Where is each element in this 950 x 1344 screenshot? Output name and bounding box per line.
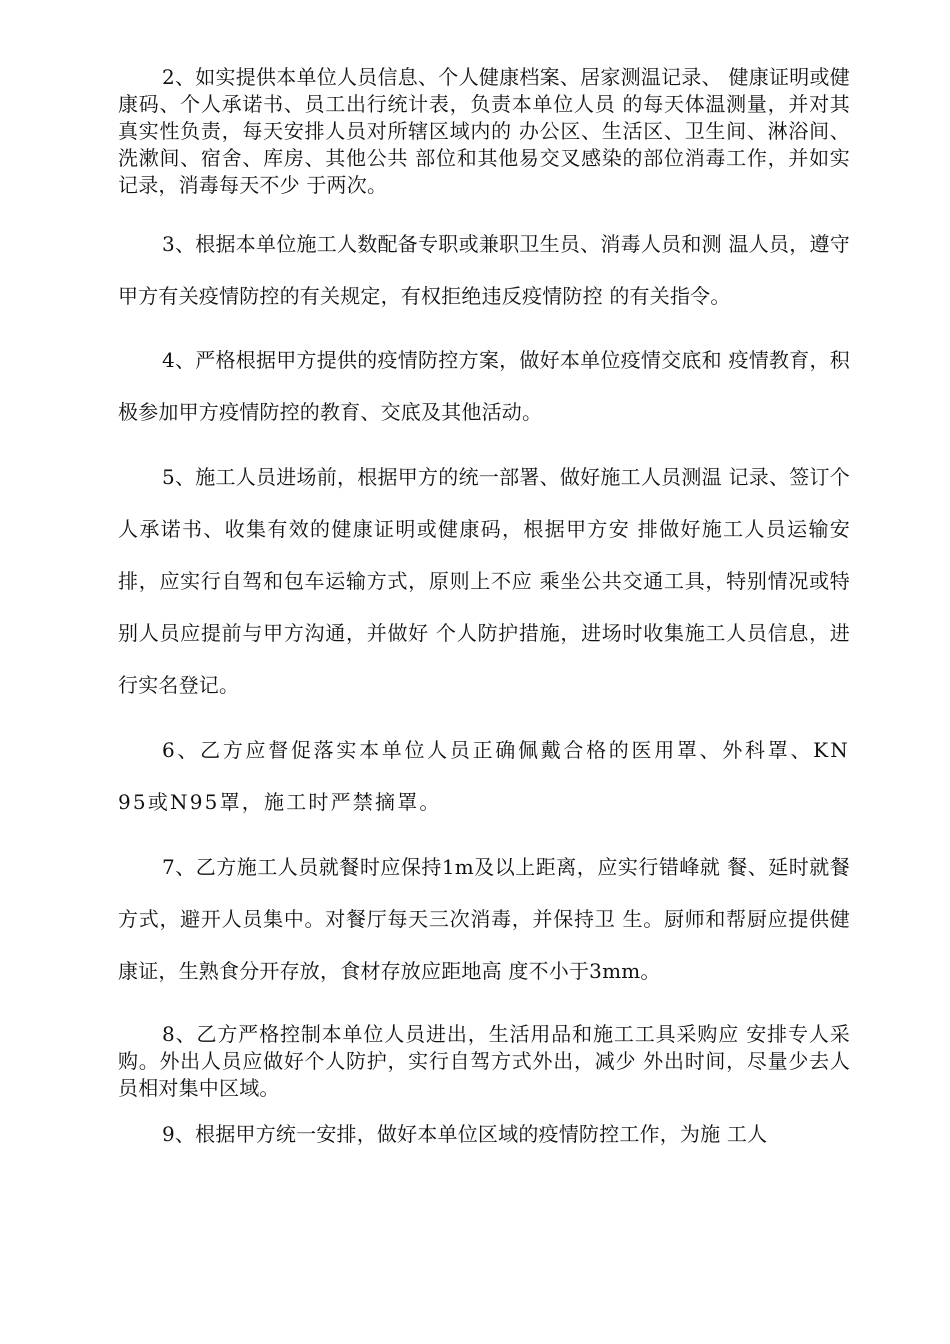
paragraph-item-8: 8、乙方严格控制本单位人员进出，生活用品和施工工具采购应 安排专人采购。外出人员应做好个人防护，实行自驾方式外出，减少 外出时间，尽量少去人员相对集中区域。 [118,1022,850,1100]
paragraph-item-9: 9、根据甲方统一安排，做好本单位区域的疫情防控工作，为施 工人 [162,1122,768,1146]
paragraph-item-3: 3、根据本单位施工人数配备专职或兼职卫生员、消毒人员和测 温人员，遵守甲方有关疫情防控的有关规定，有权拒绝违反疫情防控 的有关指令。 [118,232,850,308]
paragraph-item-7: 7、乙方施工人员就餐时应保持1m及以上距离，应实行错峰就 餐、延时就餐方式，避开人员集中。对餐厅每天三次消毒，并保持卫 生。厨师和帮厨应提供健康证，生熟食分开存放，食材存放应距地高 度不小于3mm。 [118,855,850,983]
paragraph-item-5: 5、施工人员进场前，根据甲方的统一部署、做好施工人员测温 记录、签订个人承诺书、收集有效的健康证明或健康码，根据甲方安 排做好施工人员运输安排，应实行自驾和包车运输方式，原则上不应 乘坐公共交通工具，特别情况或特别人员应提前与甲方沟通，并做好 个人防护措施，进场时收集施工人员信息，进行实名登记。 [118,465,850,697]
paragraph-item-2: 2、如实提供本单位人员信息、个人健康档案、居家测温记录、 健康证明或健康码、个人承诺书、员工出行统计表，负责本单位人员 的每天体温测量，并对其真实性负责，每天安排人员对所辖区域内的 办公区、生活区、卫生间、淋浴间、洗漱间、宿舍、库房、其他公共 部位和其他易交叉感染的部位消毒工作，并如实记录，消毒每天不少 于两次。 [118,65,850,197]
paragraph-item-6: 6、乙方应督促落实本单位人员正确佩戴合格的医用罩、外科罩、KN95或N95罩，施工时严禁摘罩。 [118,738,850,814]
document-page [118,64,850,1148]
paragraph-item-4: 4、严格根据甲方提供的疫情防控方案，做好本单位疫情交底和 疫情教育，积极参加甲方疫情防控的教育、交底及其他活动。 [118,348,850,424]
